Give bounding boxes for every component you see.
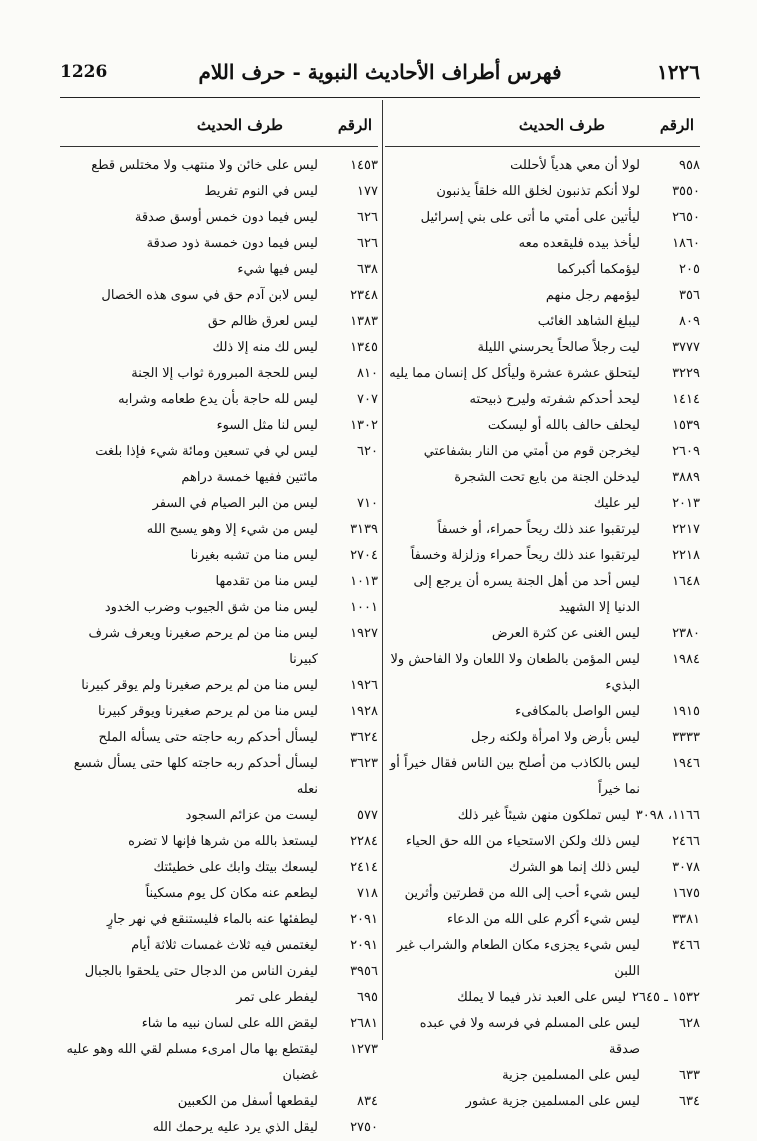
page-number-latin: 1226 — [60, 62, 108, 82]
hadith-text: ليس من البر الصيام في السفر — [152, 496, 318, 511]
right-header-rule — [385, 146, 700, 147]
hadith-text: ليس على خائن ولا منتهب ولا مختلس قطع — [91, 158, 318, 173]
index-entry — [385, 725, 700, 751]
hadith-text: ليس منا من لم يرحم صغيرنا ويعرف شرف كبيرنا — [88, 626, 318, 667]
hadith-number: ٢٧٥٠ — [350, 1120, 378, 1135]
hadith-number: ٢٢١٨ — [672, 548, 700, 563]
hadith-text: ليس بالكاذب من أصلح بين الناس فقال خيراً أو نما خيراً — [389, 756, 640, 797]
column-divider — [382, 100, 383, 1040]
index-entry — [385, 881, 700, 907]
index-entry — [60, 309, 378, 335]
hadith-number: ٨٠٩ — [679, 314, 700, 329]
hadith-number: ٣٢٢٩ — [672, 366, 700, 381]
index-entry — [60, 413, 378, 439]
hadith-text: لولا أن معي هدياً لأحللت — [510, 158, 640, 173]
index-entry — [385, 1063, 700, 1089]
hadith-number: ١١٦٦، ٣٠٩٨ — [635, 808, 700, 823]
hadith-number: ٦٣٨ — [357, 262, 378, 277]
right-column — [385, 106, 700, 1115]
hadith-number: ٨١٠ — [357, 366, 378, 381]
text-heading: طرف الحديث — [518, 116, 605, 134]
index-entry — [385, 1011, 700, 1063]
hadith-number: ٦٢٨ — [679, 1016, 700, 1031]
hadith-text: ليس منا من تقدمها — [215, 574, 318, 589]
index-entry — [60, 543, 378, 569]
hadith-text: ليس فيها شيء — [237, 262, 318, 277]
hadith-number: ٢٤١٤ — [350, 860, 378, 875]
hadith-number: ٩٥٨ — [679, 158, 700, 173]
left-entries — [60, 153, 378, 1141]
hadith-number: ٢٠٩١ — [350, 912, 378, 927]
index-entry — [60, 231, 378, 257]
hadith-number: ١٩٤٦ — [672, 756, 700, 771]
hadith-text: ليقض الله على لسان نبيه ما شاء — [141, 1016, 318, 1031]
hadith-text: ليبلغ الشاهد الغائب — [537, 314, 640, 329]
index-entry — [60, 959, 378, 985]
hadith-number: ١٦٤٨ — [672, 574, 700, 589]
hadith-text: ليسأل أحدكم ربه حاجته حتى يسأله الملح — [98, 730, 318, 745]
hadith-text: ليطفئها عنه بالماء فليستنقع في نهر جارٍ — [106, 912, 318, 927]
index-entry — [385, 829, 700, 855]
hadith-text: ليس منا من لم يرحم صغيرنا ويوقر كبيرنا — [98, 704, 318, 719]
hadith-text: ليس تملكون منهن شيئاً غير ذلك — [457, 808, 630, 823]
hadith-number: ٣٨٨٩ — [672, 470, 700, 485]
header-rule — [60, 97, 700, 98]
hadith-text: ليس الواصل بالمكافىء — [515, 704, 640, 719]
index-entry — [60, 803, 378, 829]
hadith-number: ٧١٠ — [357, 496, 378, 511]
index-entry — [385, 283, 700, 309]
hadith-number: ٣٣٨١ — [672, 912, 700, 927]
entry-line — [385, 985, 700, 1011]
hadith-number: ١٥٣٩ — [672, 418, 700, 433]
hadith-text: ليغتمس فيه ثلاث غمسات ثلاثة أيام — [131, 938, 318, 953]
hadith-text: ليس لي في تسعين ومائة شيء فإذا بلغت مائتين ففيها خمسة دراهم — [95, 444, 318, 485]
entry-line — [385, 803, 700, 829]
index-entry — [60, 933, 378, 959]
index-entry — [385, 647, 700, 699]
index-entry — [60, 569, 378, 595]
hadith-number: ٣٧٧٧ — [672, 340, 700, 355]
hadith-number: ١٤١٤ — [672, 392, 700, 407]
hadith-text: ليتحلق عشرة عشرة وليأكل كل إنسان مما يليه — [389, 366, 640, 381]
index-entry — [385, 387, 700, 413]
index-entry — [385, 803, 700, 829]
left-header-rule — [60, 146, 378, 147]
index-entry — [60, 361, 378, 387]
hadith-number: ١٣٠٢ — [350, 418, 378, 433]
hadith-number: ٢٣٤٨ — [350, 288, 378, 303]
hadith-text: ليس الغنى عن كثرة العرض — [491, 626, 640, 641]
index-entry — [385, 439, 700, 465]
hadith-number: ١٩٢٦ — [350, 678, 378, 693]
page-title: فهرس أطراف الأحاديث النبوية - حرف اللام — [198, 60, 562, 84]
hadith-text: ليحد أحدكم شفرته وليرح ذبيحته — [469, 392, 640, 407]
hadith-number: ٣١٣٩ — [350, 522, 378, 537]
hadith-number: ١٩٢٨ — [350, 704, 378, 719]
index-entry — [60, 491, 378, 517]
index-entry — [385, 751, 700, 803]
index-entry — [385, 413, 700, 439]
hadith-text: ليطعم عنه مكان كل يوم مسكيناً — [145, 886, 318, 901]
hadith-number: ٧١٨ — [357, 886, 378, 901]
hadith-number: ٢٢١٧ — [672, 522, 700, 537]
hadith-text: ليس فيما دون خمس أوسق صدقة — [134, 210, 318, 225]
hadith-text: ليس المؤمن بالطعان ولا اللعان ولا الفاحش ولا البذيء — [390, 652, 640, 693]
hadith-text: ليس لابن آدم حق في سوى هذه الخصال — [101, 288, 318, 303]
hadith-text: ليس لعرق ظالم حق — [207, 314, 318, 329]
hadith-number: ٦٣٤ — [679, 1094, 700, 1109]
index-entry — [60, 621, 378, 673]
hadith-number: ٦٩٥ — [357, 990, 378, 1005]
hadith-number: ٣٦٢٤ — [350, 730, 378, 745]
index-entry — [60, 673, 378, 699]
hadith-number: ١٦٧٥ — [672, 886, 700, 901]
hadith-number: ٦٢٦ — [357, 210, 378, 225]
hadith-text: ليس في النوم تفريط — [204, 184, 318, 199]
hadith-number: ٣٠٧٨ — [672, 860, 700, 875]
index-entry — [385, 985, 700, 1011]
hadith-number: ٣٦٢٣ — [350, 756, 378, 771]
hadith-number: ١٥٣٢ ـ ٢٦٤٥ — [632, 990, 700, 1005]
index-entry — [385, 1089, 700, 1115]
index-entry — [60, 985, 378, 1011]
hadith-number: ١٨٦٠ — [672, 236, 700, 251]
hadith-text: ليستعذ بالله من شرها فإنها لا تضره — [128, 834, 318, 849]
hadith-number: ١٩٢٧ — [350, 626, 378, 641]
hadith-text: ليس لنا مثل السوء — [216, 418, 318, 433]
hadith-number: ٢٠٩١ — [350, 938, 378, 953]
hadith-text: ليس منا من تشبه بغيرنا — [190, 548, 318, 563]
page-number-arabic: ١٢٢٦ — [657, 60, 700, 84]
hadith-text: ليحلف حالف بالله أو ليسكت — [487, 418, 640, 433]
index-entry — [385, 543, 700, 569]
hadith-text: ليسعك بيتك وابك على خطيئتك — [153, 860, 318, 875]
hadith-number: ٣٣٣٣ — [672, 730, 700, 745]
index-entry — [60, 881, 378, 907]
index-entry — [385, 933, 700, 985]
index-entry — [60, 1115, 378, 1141]
hadith-text: ليس على العبد نذر فيما لا يملك — [457, 990, 627, 1005]
hadith-number: ١٠١٣ — [350, 574, 378, 589]
text-heading: طرف الحديث — [196, 116, 283, 134]
hadith-text: ليس منا من شق الجيوب وضرب الخدود — [104, 600, 318, 615]
index-entry — [60, 283, 378, 309]
hadith-number: ٢٢٨٤ — [350, 834, 378, 849]
hadith-text: ليس لك منه إلا ذلك — [212, 340, 318, 355]
hadith-number: ٢٧٠٤ — [350, 548, 378, 563]
index-entry — [60, 595, 378, 621]
index-entry — [60, 1089, 378, 1115]
index-entry — [60, 1037, 378, 1089]
hadith-text: ليس على المسلم في فرسه ولا في عبده صدقة — [419, 1016, 640, 1057]
hadith-text: ليأخذ بيده فليقعده معه — [518, 236, 640, 251]
index-entry — [385, 231, 700, 257]
index-entry — [385, 153, 700, 179]
index-entry — [385, 569, 700, 621]
hadith-number: ٣٥٦ — [679, 288, 700, 303]
hadith-number: ٢٦٥٠ — [672, 210, 700, 225]
hadith-number: ٨٣٤ — [357, 1094, 378, 1109]
hadith-text: ليسأل أحدكم ربه حاجته كلها حتى يسأل شسع نعله — [73, 756, 318, 797]
hadith-text: ليس شيء أكرم على الله من الدعاء — [447, 912, 640, 927]
hadith-text: ليؤمكما أكبركما — [557, 262, 640, 277]
index-entry — [60, 1011, 378, 1037]
hadith-text: ليس منا من لم يرحم صغيرنا ولم يوقر كبيرنا — [81, 678, 318, 693]
hadith-text: ليؤمهم رجل منهم — [545, 288, 640, 303]
index-entry — [60, 257, 378, 283]
hadith-number: ٣٩٥٦ — [350, 964, 378, 979]
hadith-text: ليقل الذي يرد عليه يرحمك الله — [152, 1120, 318, 1135]
index-entry — [385, 907, 700, 933]
hadith-text: ليس من شيء إلا وهو يسبح الله — [146, 522, 318, 537]
hadith-text: ليفطر على تمر — [236, 990, 318, 1005]
hadith-text: ليس ذلك إنما هو الشرك — [508, 860, 640, 875]
index-entry — [60, 439, 378, 491]
index-entry — [385, 699, 700, 725]
index-entry — [60, 179, 378, 205]
hadith-number: ٢٣٨٠ — [672, 626, 700, 641]
hadith-number: ٢٦٨١ — [350, 1016, 378, 1031]
hadith-text: ليس شيء أحب إلى الله من قطرتين وأثرين — [404, 886, 640, 901]
index-entry — [385, 257, 700, 283]
hadith-text: ليأتين على أمتي ما أتى على بني إسرائيل — [420, 210, 640, 225]
hadith-number: ١٠٠١ — [350, 600, 378, 615]
hadith-text: ليفرن الناس من الدجال حتى يلحقوا بالجبال — [84, 964, 318, 979]
index-entry — [385, 361, 700, 387]
index-entry — [385, 205, 700, 231]
hadith-number: ٦٢٦ — [357, 236, 378, 251]
index-entry — [385, 855, 700, 881]
index-entry — [60, 855, 378, 881]
index-entry — [385, 517, 700, 543]
hadith-number: ٢٤٦٦ — [672, 834, 700, 849]
hadith-text: ليس لله حاجة بأن يدع طعامه وشرابه — [118, 392, 318, 407]
index-entry — [60, 335, 378, 361]
right-entries — [385, 153, 700, 1115]
index-entry — [60, 153, 378, 179]
index-entry — [60, 387, 378, 413]
index-entry — [60, 751, 378, 803]
hadith-number: ٦٢٠ — [357, 444, 378, 459]
hadith-number: ٢٠١٣ — [672, 496, 700, 511]
hadith-text: ليرتقبوا عند ذلك ريحاً حمراء وزلزلة وخسفاً — [410, 548, 640, 563]
hadith-number: ٣٥٥٠ — [672, 184, 700, 199]
left-column-header — [60, 106, 378, 146]
number-heading: الرقم — [659, 116, 694, 134]
hadith-number: ١٣٤٥ — [350, 340, 378, 355]
hadith-number: ١٤٥٣ — [350, 158, 378, 173]
index-entry — [385, 335, 700, 361]
number-heading: الرقم — [337, 116, 372, 134]
hadith-text: ليدخلن الجنة من بايع تحت الشجرة — [454, 470, 640, 485]
hadith-text: لولا أنكم تذنبون لخلق الله خلقاً يذنبون — [436, 184, 640, 199]
hadith-text: ليست من عزائم السجود — [185, 808, 318, 823]
hadith-text: ليت رجلاً صالحاً يحرسني الليلة — [477, 340, 640, 355]
hadith-text: لير عليك — [593, 496, 640, 511]
index-entry — [60, 699, 378, 725]
hadith-text: ليقتطع بها مال امرىء مسلم لقي الله وهو عليه غضبان — [66, 1042, 318, 1083]
index-entry — [385, 621, 700, 647]
index-entry — [385, 465, 700, 491]
hadith-text: ليس للحجة المبرورة ثواب إلا الجنة — [131, 366, 318, 381]
hadith-number: ٧٠٧ — [357, 392, 378, 407]
index-entry — [60, 205, 378, 231]
hadith-number: ١٩٨٤ — [672, 652, 700, 667]
index-entry — [385, 179, 700, 205]
hadith-number: ١٢٧٣ — [350, 1042, 378, 1057]
hadith-number: ١٣٨٣ — [350, 314, 378, 329]
page-header — [60, 58, 700, 96]
hadith-number: ٢٦٠٩ — [672, 444, 700, 459]
hadith-text: ليس شيء يجزىء مكان الطعام والشراب غير اللبن — [396, 938, 640, 979]
hadith-text: ليس بأرض ولا امرأة ولكنه رجل — [470, 730, 640, 745]
index-entry — [385, 491, 700, 517]
hadith-text: ليس على المسلمين جزية — [502, 1068, 640, 1083]
hadith-number: ٥٧٧ — [357, 808, 378, 823]
index-entry — [60, 725, 378, 751]
index-entry — [60, 829, 378, 855]
hadith-number: ١٩١٥ — [672, 704, 700, 719]
left-column — [60, 106, 378, 1141]
hadith-text: ليس فيما دون خمسة ذود صدقة — [146, 236, 318, 251]
hadith-number: ٣٤٦٦ — [672, 938, 700, 953]
hadith-text: ليس أحد من أهل الجنة يسره أن يرجع إلى الدنيا إلا الشهيد — [413, 574, 640, 615]
hadith-text: ليقطعها أسفل من الكعبين — [177, 1094, 318, 1109]
hadith-text: ليخرجن قوم من أمتي من النار بشفاعتي — [423, 444, 640, 459]
hadith-text: ليس ذلك ولكن الاستحياء من الله حق الحياء — [405, 834, 640, 849]
hadith-text: ليرتقبوا عند ذلك ريحاً حمراء، أو خسفاً — [437, 522, 640, 537]
index-entry — [60, 517, 378, 543]
hadith-number: ٢٠٥ — [679, 262, 700, 277]
hadith-number: ١٧٧ — [357, 184, 378, 199]
index-entry — [60, 907, 378, 933]
hadith-text: ليس على المسلمين جزية عشور — [465, 1094, 640, 1109]
index-entry — [385, 309, 700, 335]
hadith-number: ٦٣٣ — [679, 1068, 700, 1083]
right-column-header — [385, 106, 700, 146]
